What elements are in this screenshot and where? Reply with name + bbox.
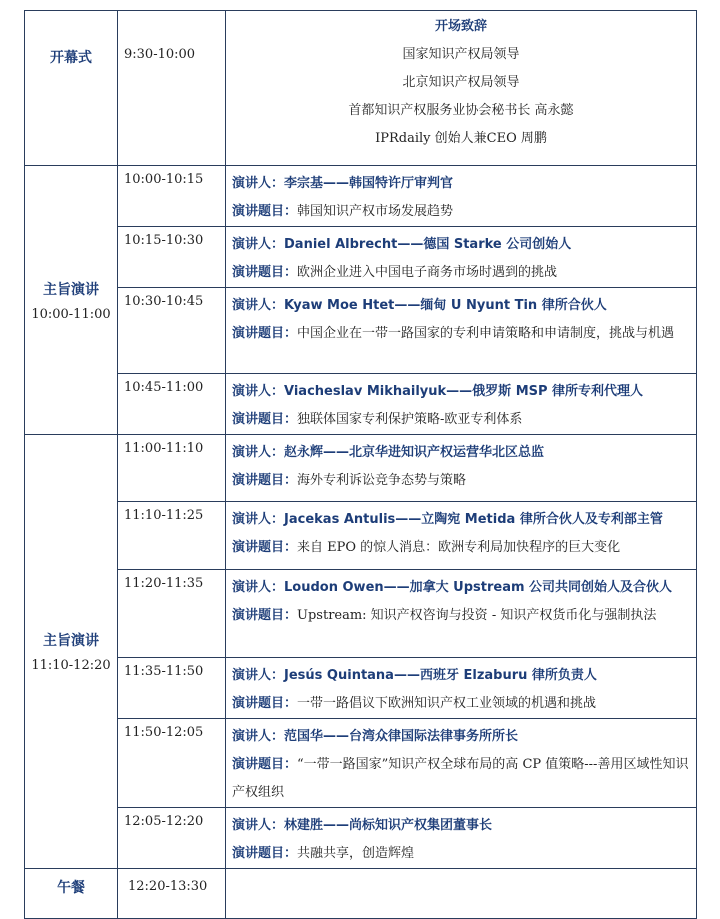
- agenda-row: [25, 808, 697, 869]
- slot-content: [226, 288, 697, 374]
- speaker-label: 演讲人：: [232, 298, 285, 313]
- slot-time: 11:00-11:10: [118, 435, 226, 502]
- slot-time: 12:05-12:20: [118, 808, 226, 869]
- slot-content: [226, 166, 697, 227]
- speaker-name: Kyaw Moe Htet——缅甸 U Nyunt Tin 律所合伙人: [284, 298, 607, 313]
- opening-title: 开场致辞: [434, 19, 487, 34]
- slot-time: 11:50-12:05: [118, 719, 226, 808]
- opening-row: [25, 11, 697, 166]
- slot-content: [226, 227, 697, 288]
- slot-time: 11:20-11:35: [118, 570, 226, 658]
- topic-label: 演讲题目：: [232, 608, 298, 623]
- opening-line: IPRdaily 创始人兼CEO 周鹏: [375, 131, 547, 146]
- speaker-label: 演讲人：: [232, 580, 285, 595]
- slot-content: [226, 435, 697, 502]
- topic-label: 演讲题目：: [232, 412, 298, 427]
- speaker-label: 演讲人：: [232, 384, 285, 399]
- session-keynote-1: 主旨演讲 10:00-11:00: [25, 166, 118, 435]
- agenda-row: [25, 719, 697, 808]
- agenda-row: [25, 502, 697, 570]
- speaker-label: 演讲人：: [232, 237, 285, 252]
- slot-time: 10:45-11:00: [118, 374, 226, 435]
- opening-line: 北京知识产权局领导: [402, 75, 520, 90]
- speaker-label: 演讲人：: [232, 512, 285, 527]
- lunch-time: 12:20-13:30: [118, 869, 226, 919]
- topic-label: 演讲题目：: [232, 696, 298, 711]
- speaker-name: 林建胜——尚标知识产权集团董事长: [284, 818, 493, 833]
- topic-text: 一带一路倡议下欧洲知识产权工业领域的机遇和挑战: [297, 696, 597, 711]
- speaker-name: Daniel Albrecht——德国 Starke 公司创始人: [284, 237, 572, 252]
- slot-time: 11:35-11:50: [118, 658, 226, 719]
- speaker-name: Viacheslav Mikhailyuk——俄罗斯 MSP 律所专利代理人: [284, 384, 644, 399]
- speaker-name: Loudon Owen——加拿大 Upstream 公司共同创始人及合伙人: [284, 580, 673, 595]
- session-opening: 开幕式: [25, 11, 118, 166]
- session-time: 11:10-12:20: [31, 658, 111, 673]
- agenda-row: [25, 227, 697, 288]
- slot-time: 10:15-10:30: [118, 227, 226, 288]
- speaker-label: 演讲人：: [232, 176, 285, 191]
- lunch-row: [25, 869, 697, 919]
- topic-text: 来自 EPO 的惊人消息：欧洲专利局加快程序的巨大变化: [297, 540, 621, 555]
- slot-time: 10:00-10:15: [118, 166, 226, 227]
- topic-text: 独联体国家专利保护策略-欧亚专利体系: [297, 412, 523, 427]
- agenda-row: [25, 374, 697, 435]
- speaker-name: Jesús Quintana——西班牙 Elzaburu 律所负责人: [284, 668, 597, 683]
- opening-line: 首都知识产权服务业协会秘书长 高永懿: [348, 103, 574, 118]
- topic-text: 韩国知识产权市场发展趋势: [297, 204, 454, 219]
- speaker-name: 赵永辉——北京华进知识产权运营华北区总监: [284, 445, 545, 460]
- speaker-label: 演讲人：: [232, 818, 285, 833]
- topic-text: 欧洲企业进入中国电子商务市场时遇到的挑战: [297, 265, 558, 280]
- topic-text: 海外专利诉讼竞争态势与策略: [297, 473, 467, 488]
- slot-content: [226, 374, 697, 435]
- session-time: 10:00-11:00: [31, 306, 111, 322]
- agenda-row: [25, 166, 697, 227]
- topic-label: 演讲题目：: [232, 473, 298, 488]
- agenda-row: [25, 435, 697, 502]
- session-keynote-2: 主旨演讲 11:10-12:20: [25, 435, 118, 869]
- agenda-row: [25, 288, 697, 374]
- speaker-label: 演讲人：: [232, 668, 285, 683]
- topic-label: 演讲题目：: [232, 846, 298, 861]
- topic-label: 演讲题目：: [232, 204, 298, 219]
- slot-content: [226, 719, 697, 808]
- slot-time: 10:30-10:45: [118, 288, 226, 374]
- slot-content: [226, 808, 697, 869]
- speaker-label: 演讲人：: [232, 445, 285, 460]
- agenda-table: [24, 10, 697, 919]
- slot-content: [226, 570, 697, 658]
- topic-label: 演讲题目：: [232, 757, 298, 772]
- topic-text: Upstream: 知识产权咨询与投资 - 知识产权货币化与强制执法: [297, 608, 657, 623]
- lunch-content: [226, 869, 697, 919]
- agenda-row: [25, 570, 697, 658]
- speaker-label: 演讲人：: [232, 729, 285, 744]
- speaker-name: Jacekas Antulis——立陶宛 Metida 律所合伙人及专利部主管: [284, 512, 663, 527]
- slot-time: 11:10-11:25: [118, 502, 226, 570]
- agenda-row: [25, 658, 697, 719]
- slot-content: [226, 658, 697, 719]
- speaker-name: 李宗基——韩国特许厅审判官: [284, 176, 454, 191]
- topic-label: 演讲题目：: [232, 265, 298, 280]
- speaker-name: 范国华——台湾众律国际法律事务所所长: [284, 729, 519, 744]
- opening-content: [226, 11, 697, 166]
- topic-label: 演讲题目：: [232, 540, 298, 555]
- slot-content: [226, 502, 697, 570]
- topic-text: 共融共享，创造辉煌: [297, 846, 415, 861]
- opening-time: 9:30-10:00: [118, 11, 226, 166]
- opening-line: 国家知识产权局领导: [402, 47, 520, 62]
- topic-text: 中国企业在一带一路国家的专利申请策略和申请制度，挑战与机遇: [297, 326, 675, 341]
- session-lunch: 午餐: [25, 869, 118, 919]
- topic-label: 演讲题目：: [232, 326, 298, 341]
- topic-text: “一带一路国家”知识产权全球布局的高 CP 值策略---善用区域性知识产权组织: [232, 757, 689, 800]
